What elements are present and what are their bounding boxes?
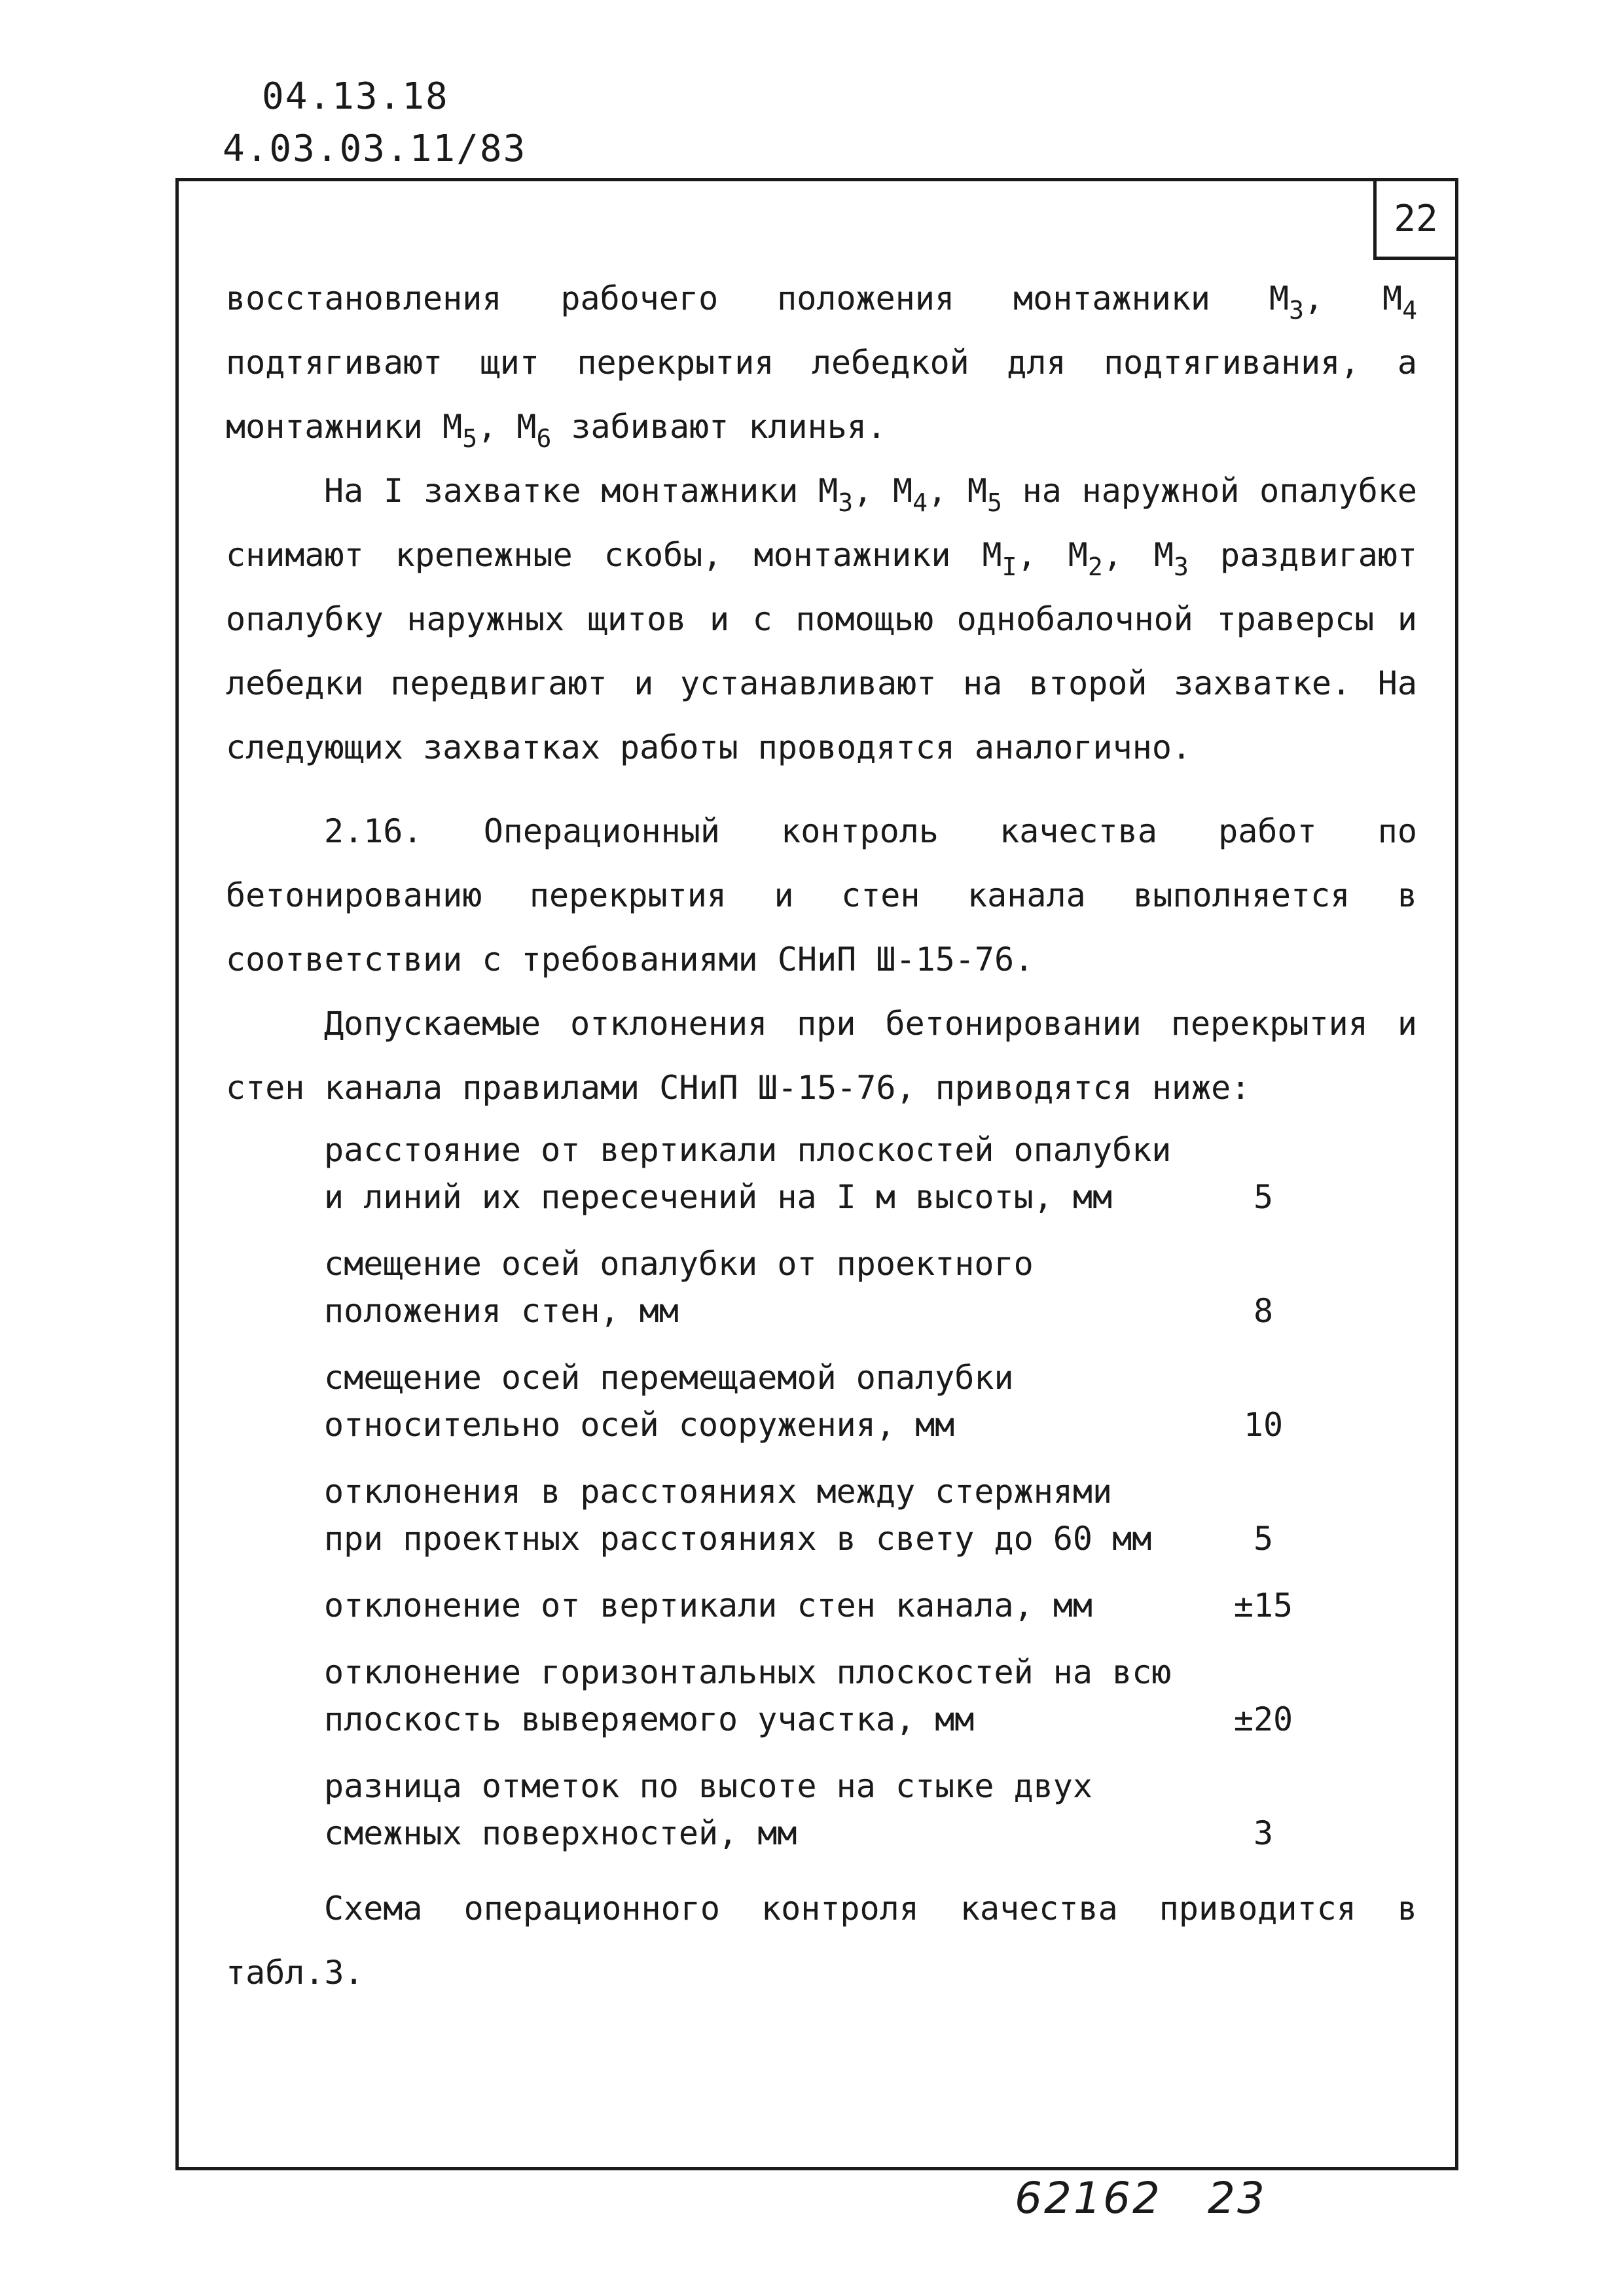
paragraph-2-16: 2.16. Операционный контроль качества работ по бетонированию перекрытия и стен канала выполняется в соответствии с требованиями СНиП Ш-15-76. xyxy=(226,812,1417,978)
page-content xyxy=(226,266,1417,2005)
tolerance-text: разница отметок по высоте на стыке двух смежных поверхностей, мм xyxy=(324,1767,1092,1852)
tolerance-value: 8 xyxy=(1253,1292,1274,1330)
tolerance-value: 3 xyxy=(1253,1814,1274,1852)
handwritten-code: 62162 xyxy=(1015,2173,1162,2223)
document-reference: 4.03.03.11/83 xyxy=(223,128,527,170)
paragraph-1: восстановления рабочего положения монтажники $М_3$, $М_4$ подтягивают щит перекрытия лебедкой для подтягивания, а монтажники $М_5$, $М_6$ забивают клинья. xyxy=(226,279,1418,453)
tolerance-text: расстояние от вертикали плоскостей опалубки и линий их пересечений на I м высоты, мм xyxy=(324,1131,1172,1216)
list-item xyxy=(324,1354,1312,1448)
tolerance-value: 5 xyxy=(1253,1520,1274,1558)
page-frame xyxy=(175,178,1458,2170)
list-item xyxy=(324,1649,1312,1743)
list-item xyxy=(324,1582,1312,1629)
tolerance-text: смещение осей перемещаемой опалубки относительно осей сооружения, мм xyxy=(324,1359,1014,1444)
handwritten-footer xyxy=(1015,2173,1312,2223)
paragraph-2: На I захватке монтажники $М_3$, $М_4$, $М_5$ на наружной опалубке снимают крепежные скобы, монтажники $М_I$, $М_2$, $М_3$ раздвигают опалубку наружных щитов и с помощью однобалочной траверсы и лебедки передвигают и устанавливают на второй захватке. На следующих захватках работы проводятся аналогично. xyxy=(226,472,1418,766)
document-code: 04.13.18 xyxy=(262,75,449,118)
list-item xyxy=(324,1468,1312,1562)
tolerance-text: отклонение горизонтальных плоскостей на всю плоскость выверяемого участка, мм xyxy=(324,1653,1172,1738)
tolerance-text: отклонение от вертикали стен канала, мм xyxy=(324,1587,1092,1624)
page-number: 22 xyxy=(1394,198,1438,240)
paragraph-tolerances-intro: Допускаемые отклонения при бетонировании перекрытия и стен канала правилами СНиП Ш-15-76, приводятся ниже: xyxy=(226,1005,1417,1107)
list-item xyxy=(324,1240,1312,1335)
tolerance-value: 10 xyxy=(1243,1406,1284,1444)
tolerance-text: смещение осей опалубки от проектного положения стен, мм xyxy=(324,1245,1034,1330)
page-number-box xyxy=(1373,178,1458,260)
tolerance-value: ±15 xyxy=(1233,1587,1293,1624)
list-item xyxy=(324,1763,1312,1857)
tolerance-value: 5 xyxy=(1253,1178,1274,1216)
tolerance-value: ±20 xyxy=(1233,1700,1293,1738)
list-item xyxy=(324,1126,1312,1221)
handwritten-page-number: 23 xyxy=(1207,2173,1267,2223)
tolerance-text: отклонения в расстояниях между стержнями при проектных расстояниях в свету до 60 мм xyxy=(324,1473,1152,1558)
paragraph-scheme-reference: Схема операционного контроля качества приводится в табл.3. xyxy=(226,1890,1417,1992)
tolerance-list xyxy=(324,1126,1312,1857)
